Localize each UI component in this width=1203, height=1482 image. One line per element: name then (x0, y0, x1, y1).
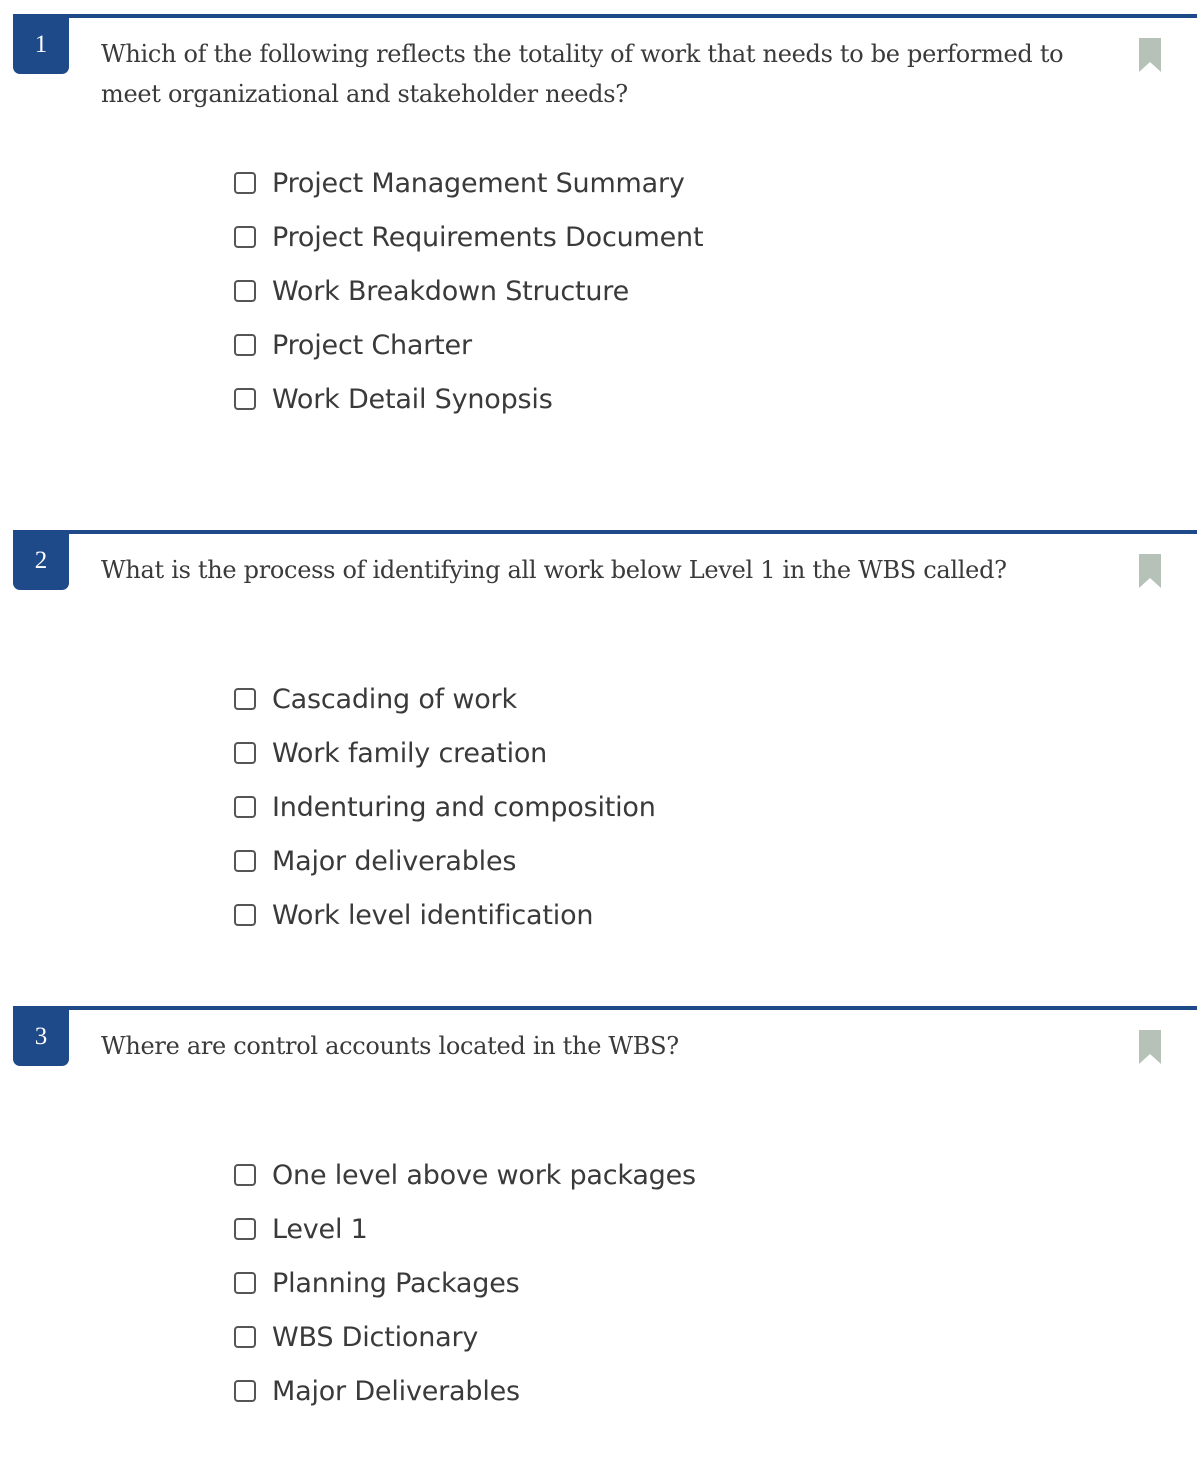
answer-checkbox[interactable] (234, 1164, 256, 1186)
answer-checkbox[interactable] (234, 742, 256, 764)
answer-label[interactable]: Work Detail Synopsis (272, 383, 553, 415)
answer-label[interactable]: Project Management Summary (272, 167, 685, 199)
answer-options (234, 1148, 696, 1418)
answer-label[interactable]: Project Charter (272, 329, 472, 361)
answer-option[interactable] (234, 672, 656, 726)
answer-checkbox[interactable] (234, 850, 256, 872)
answer-option[interactable] (234, 834, 656, 888)
question-number-badge: 2 (13, 534, 69, 590)
answer-option[interactable] (234, 1148, 696, 1202)
answer-option[interactable] (234, 780, 656, 834)
answer-label[interactable]: Project Requirements Document (272, 221, 704, 253)
bookmark-icon[interactable] (1139, 1030, 1161, 1064)
answer-option[interactable] (234, 264, 703, 318)
answer-option[interactable] (234, 726, 656, 780)
answer-checkbox[interactable] (234, 904, 256, 926)
answer-option[interactable] (234, 1256, 696, 1310)
answer-options (234, 156, 703, 426)
answer-checkbox[interactable] (234, 796, 256, 818)
answer-checkbox[interactable] (234, 1326, 256, 1348)
answer-checkbox[interactable] (234, 226, 256, 248)
answer-options (234, 672, 656, 942)
question-3 (13, 1006, 1197, 1482)
answer-checkbox[interactable] (234, 1218, 256, 1240)
answer-checkbox[interactable] (234, 280, 256, 302)
answer-label[interactable]: Work Breakdown Structure (272, 275, 630, 307)
answer-label[interactable]: Indenturing and composition (272, 791, 656, 823)
answer-option[interactable] (234, 1364, 696, 1418)
answer-label[interactable]: One level above work packages (272, 1159, 696, 1191)
answer-checkbox[interactable] (234, 388, 256, 410)
answer-checkbox[interactable] (234, 688, 256, 710)
answer-label[interactable]: Work family creation (272, 737, 548, 769)
answer-option[interactable] (234, 1310, 696, 1364)
bookmark-icon[interactable] (1139, 38, 1161, 72)
question-text: What is the process of identifying all work below Level 1 in the WBS called? (101, 556, 1007, 584)
question-text: Which of the following reflects the totality of work that needs to be performed to meet organizational and stakeholder needs? (101, 40, 1064, 108)
question-number-badge: 1 (13, 18, 69, 74)
answer-label[interactable]: Work level identification (272, 899, 594, 931)
answer-option[interactable] (234, 888, 656, 942)
question-text: Where are control accounts located in the WBS? (101, 1032, 679, 1060)
answer-checkbox[interactable] (234, 334, 256, 356)
answer-option[interactable] (234, 372, 703, 426)
answer-option[interactable] (234, 1202, 696, 1256)
answer-option[interactable] (234, 318, 703, 372)
answer-label[interactable]: Cascading of work (272, 683, 517, 715)
answer-option[interactable] (234, 156, 703, 210)
answer-checkbox[interactable] (234, 172, 256, 194)
question-1 (13, 14, 1197, 490)
answer-label[interactable]: Level 1 (272, 1213, 368, 1245)
question-number-badge: 3 (13, 1010, 69, 1066)
answer-checkbox[interactable] (234, 1380, 256, 1402)
answer-label[interactable]: Major Deliverables (272, 1375, 520, 1407)
answer-checkbox[interactable] (234, 1272, 256, 1294)
answer-label[interactable]: WBS Dictionary (272, 1321, 479, 1353)
answer-option[interactable] (234, 210, 703, 264)
question-2 (13, 530, 1197, 1006)
bookmark-icon[interactable] (1139, 554, 1161, 588)
answer-label[interactable]: Planning Packages (272, 1267, 520, 1299)
answer-label[interactable]: Major deliverables (272, 845, 517, 877)
